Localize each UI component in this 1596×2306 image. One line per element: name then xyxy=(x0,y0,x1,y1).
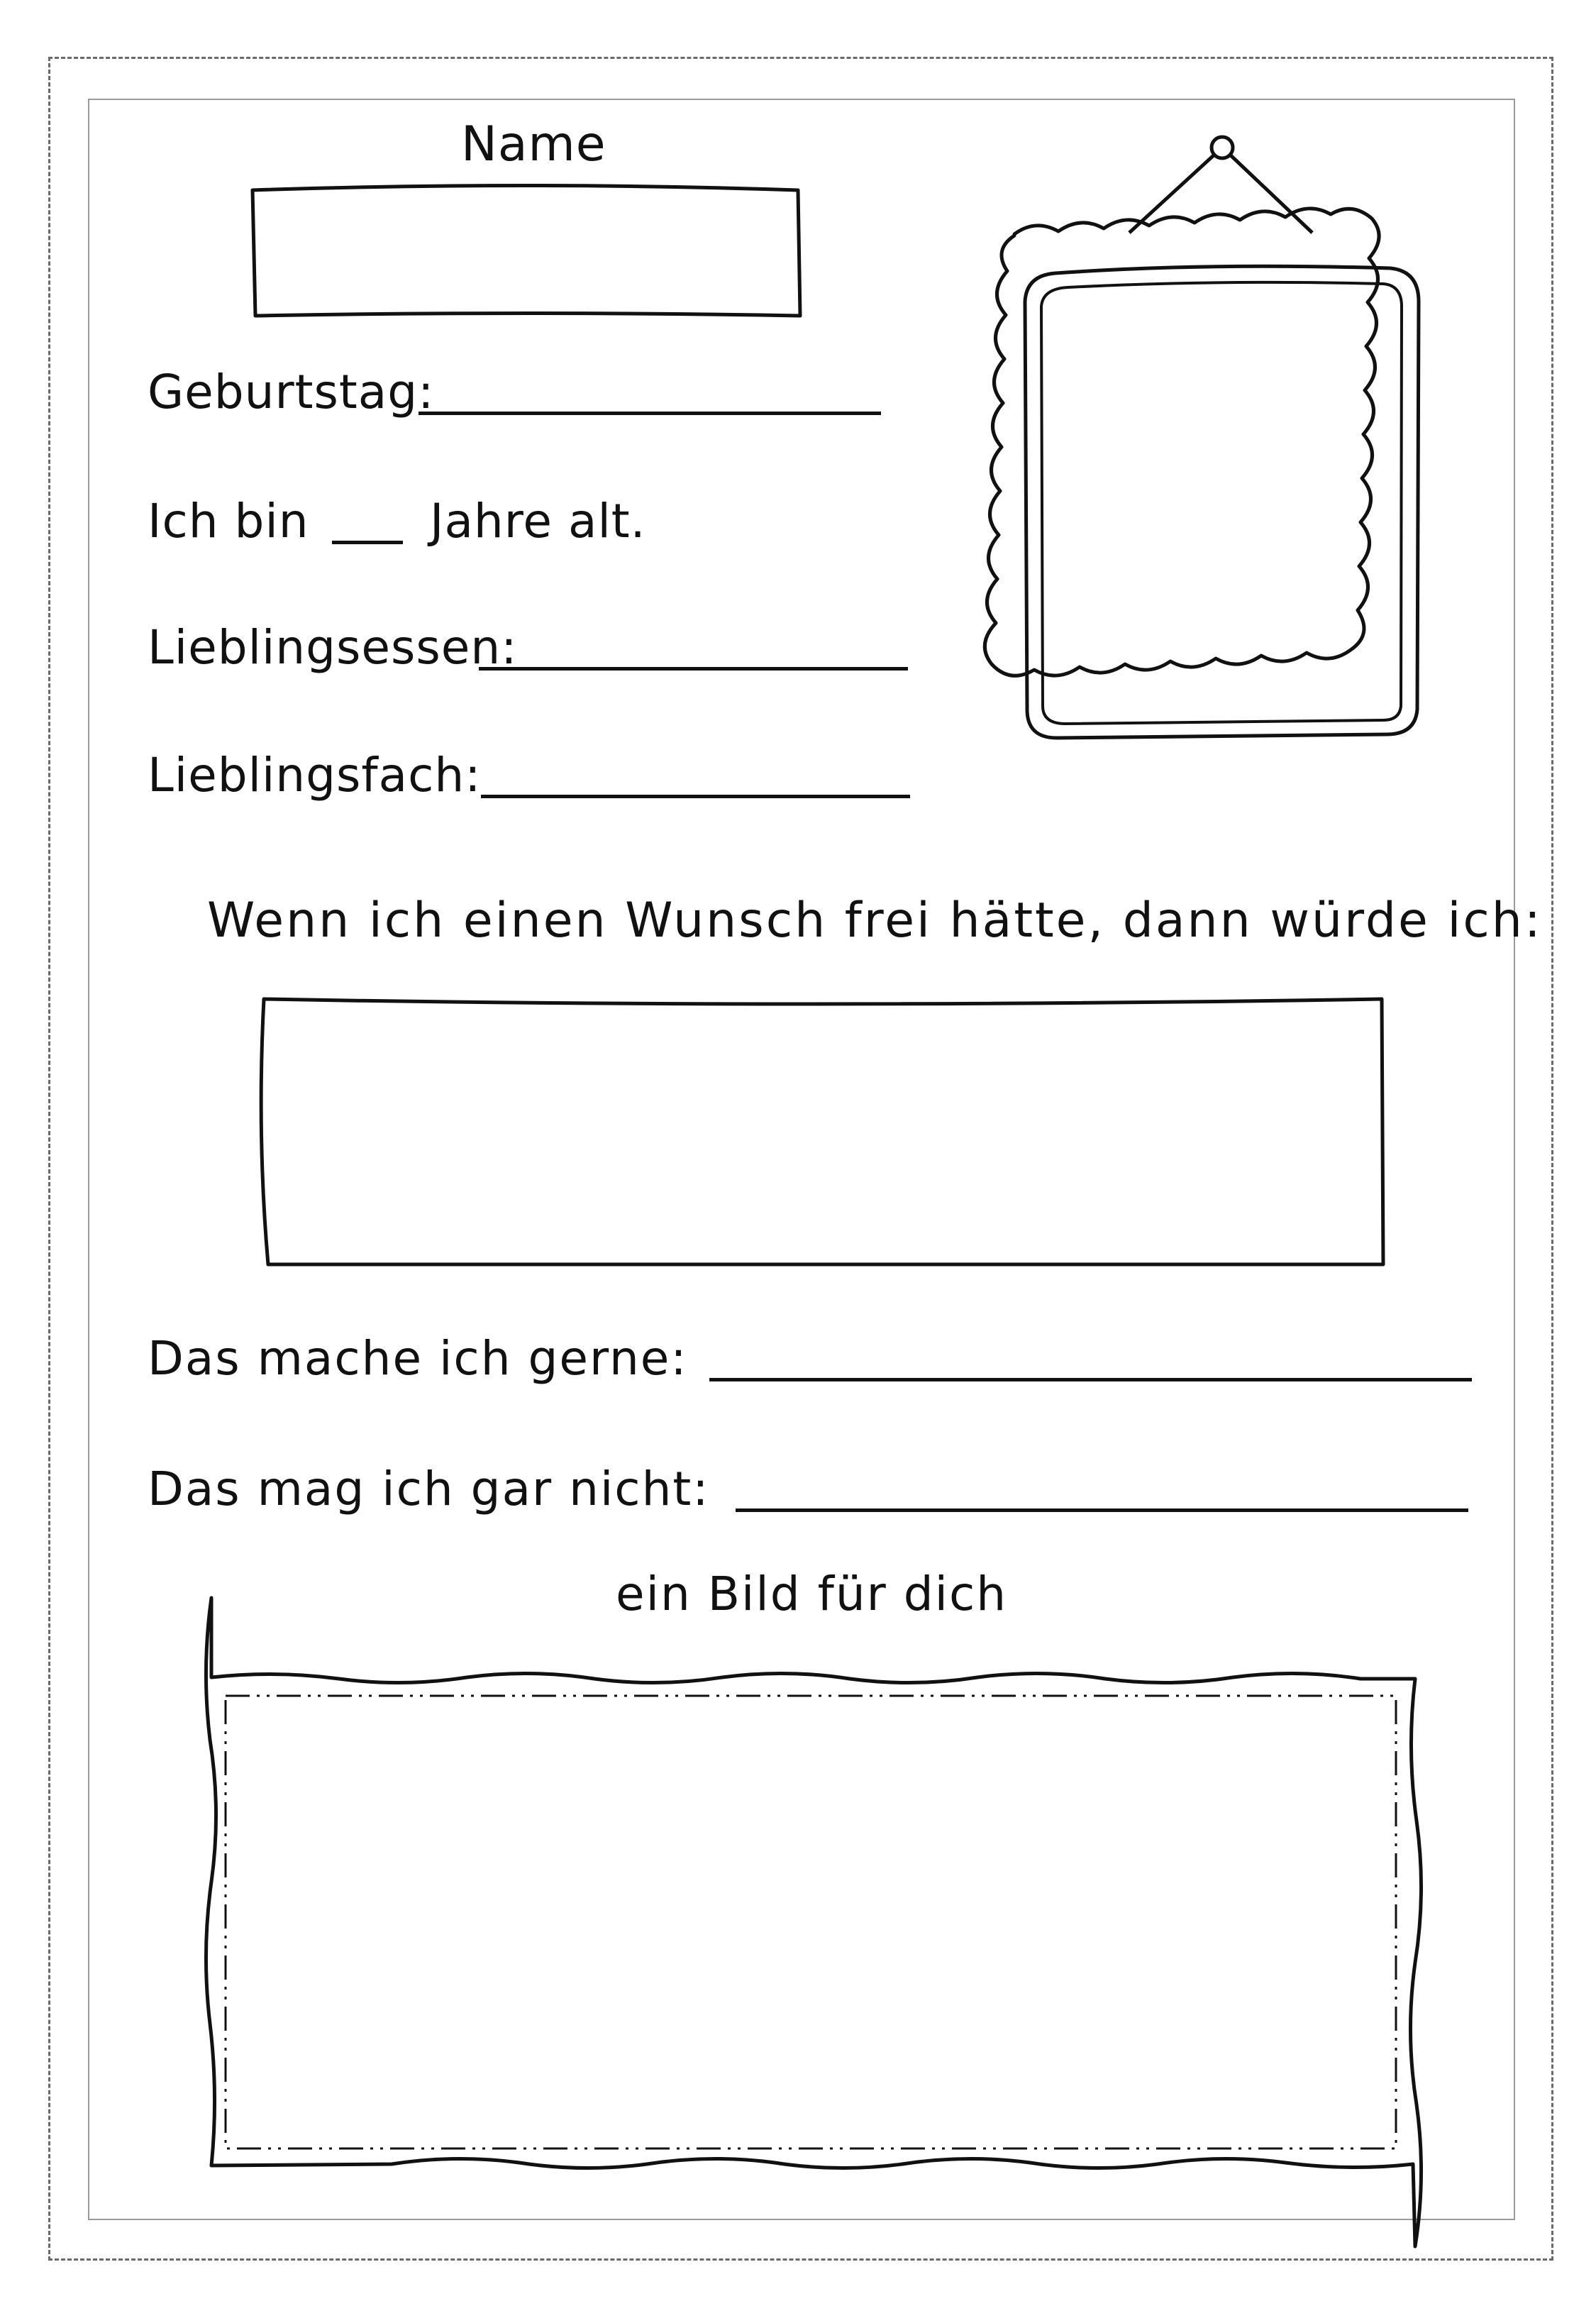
age-prefix: Ich bin xyxy=(148,494,309,548)
wish-prompt: Wenn ich einen Wunsch frei hätte, dann würde ich: xyxy=(207,893,1543,949)
portrait-frame-icon xyxy=(985,137,1419,738)
dislikes-line[interactable] xyxy=(736,1508,1468,1512)
favorite-food-label: Lieblingsessen: xyxy=(148,620,518,675)
dislikes-label: Das mag ich gar nicht: xyxy=(148,1462,710,1516)
name-box xyxy=(253,186,800,316)
birthday-line[interactable] xyxy=(419,412,881,415)
picture-caption: ein Bild für dich xyxy=(616,1567,1008,1621)
likes-line[interactable] xyxy=(709,1378,1472,1381)
favorite-food-line[interactable] xyxy=(479,667,908,671)
age-suffix: Jahre alt. xyxy=(430,494,646,548)
birthday-label: Geburtstag: xyxy=(148,365,435,419)
favorite-subject-label: Lieblingsfach: xyxy=(148,748,482,802)
age-line[interactable] xyxy=(332,541,403,544)
favorite-subject-line[interactable] xyxy=(481,795,910,798)
wish-input-area[interactable] xyxy=(273,1008,1373,1256)
name-label: Name xyxy=(461,116,606,172)
picture-drawing-area[interactable] xyxy=(228,1699,1393,2146)
likes-label: Das mache ich gerne: xyxy=(148,1331,688,1386)
